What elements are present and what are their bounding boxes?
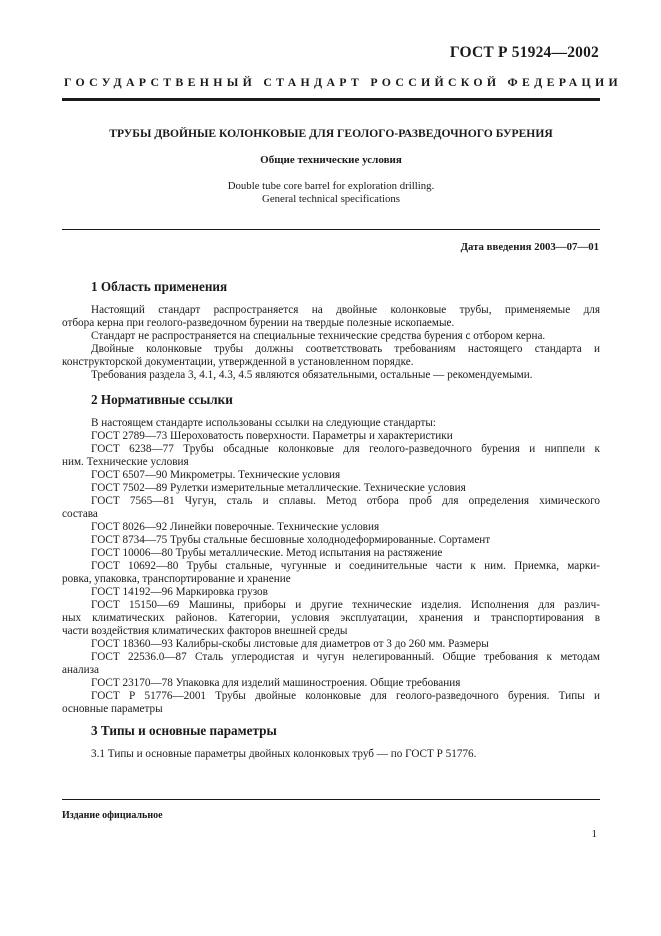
reference-line: ГОСТ 18360—93 Калибры-скобы листовые для диаметров от 3 до 260 мм. Размеры	[91, 638, 489, 650]
reference-line: ГОСТ 7502—89 Рулетки измерительные металлические. Технические условия	[91, 482, 466, 494]
reference-line: части воздействия климатических факторов внешней среды	[62, 625, 348, 637]
document-subtitle: Общие технические условия	[260, 154, 402, 166]
section-2-heading: 2 Нормативные ссылки	[91, 392, 233, 407]
reference-line: ГОСТ 23170—78 Упаковка для изделий машиностроения. Общие требования	[91, 677, 461, 689]
reference-line: ГОСТ 7565—81 Чугун, сталь и сплавы. Метод отбора проб для определения химического	[91, 495, 600, 507]
reference-line: ГОСТ 10006—80 Трубы металлические. Метод испытания на растяжение	[91, 547, 443, 559]
reference-line: анализа	[62, 664, 99, 676]
reference-line: ГОСТ 2789—73 Шероховатость поверхности. Параметры и характеристики	[91, 430, 453, 442]
reference-line: ГОСТ 22536.0—87 Сталь углеродистая и чугун нелегированный. Общие требования к методам	[91, 651, 600, 663]
text-line: отбора керна при геолого-разведочном бурении на твердые полезные ископаемые.	[62, 317, 455, 329]
reference-line: ГОСТ 6238—77 Трубы обсадные колонковые для геолого-разведочного бурения и ниппели к	[91, 443, 600, 455]
document-title: ТРУБЫ ДВОЙНЫЕ КОЛОНКОВЫЕ ДЛЯ ГЕОЛОГО-РАЗВЕДОЧНОГО БУРЕНИЯ	[109, 127, 553, 140]
text-line: 3.1 Типы и основные параметры двойных колонковых труб — по ГОСТ Р 51776.	[91, 748, 477, 760]
introduction-date: Дата введения 2003—07—01	[460, 241, 599, 253]
reference-line: ГОСТ 15150—69 Машины, приборы и другие технические изделия. Исполнения для различ-	[91, 599, 600, 611]
section-1-heading: 1 Область применения	[91, 279, 228, 294]
reference-line: ГОСТ 8734—75 Трубы стальные бесшовные холоднодеформированные. Сортамент	[91, 534, 491, 546]
reference-line: ных климатических районов. Категории, условия эксплуатации, хранения и транспортирования в	[62, 612, 600, 624]
page-number: 1	[591, 828, 597, 840]
header-rule	[62, 98, 600, 101]
reference-line: основные параметры	[62, 703, 163, 715]
section-1-text	[62, 304, 600, 382]
text-line: Настоящий стандарт распространяется на двойные колонковые трубы, применяемые для	[91, 304, 600, 316]
reference-line: ним. Технические условия	[62, 456, 189, 468]
reference-line: ГОСТ Р 51776—2001 Трубы двойные колонковые для геолого-разведочного бурения. Типы и	[91, 690, 600, 702]
text-line: Двойные колонковые трубы должны соответствовать требованиям настоящего стандарта и	[91, 343, 600, 355]
document-number: ГОСТ Р 51924—2002	[449, 44, 599, 61]
section-3-text	[91, 748, 600, 761]
english-title-line: Double tube core barrel for exploration drilling.	[227, 180, 435, 192]
reference-line: ровка, упаковка, транспортирование и хранение	[62, 573, 291, 585]
text-line: Стандарт не распространяется на специальные технические средства бурения с отбором керна.	[91, 330, 546, 342]
reference-line: ГОСТ 6507—90 Микрометры. Технические условия	[91, 469, 341, 481]
title-rule	[62, 229, 600, 230]
english-title	[62, 180, 600, 206]
state-standard-header: ГОСУДАРСТВЕННЫЙ СТАНДАРТ РОССИЙСКОЙ ФЕДЕРАЦИИ	[64, 75, 622, 89]
text-line: конструкторской документации, утвержденной в установленном порядке.	[62, 356, 414, 368]
edition-note: Издание официальное	[62, 810, 163, 821]
section-2-text	[62, 417, 600, 716]
text-line: Требования раздела 3, 4.1, 4.3, 4.5 являются обязательными, остальные — рекомендуемыми.	[91, 369, 533, 381]
section-3-heading: 3 Типы и основные параметры	[91, 723, 277, 738]
reference-line: ГОСТ 10692—80 Трубы стальные, чугунные и соединительные части к ним. Приемка, марки-	[91, 560, 600, 572]
english-title-line: General technical specifications	[262, 193, 400, 205]
reference-line: ГОСТ 14192—96 Маркировка грузов	[91, 586, 268, 598]
text-line: В настоящем стандарте использованы ссылки на следующие стандарты:	[91, 417, 436, 429]
footer-rule	[62, 799, 600, 800]
reference-line: состава	[62, 508, 98, 520]
reference-line: ГОСТ 8026—92 Линейки поверочные. Технические условия	[91, 521, 380, 533]
